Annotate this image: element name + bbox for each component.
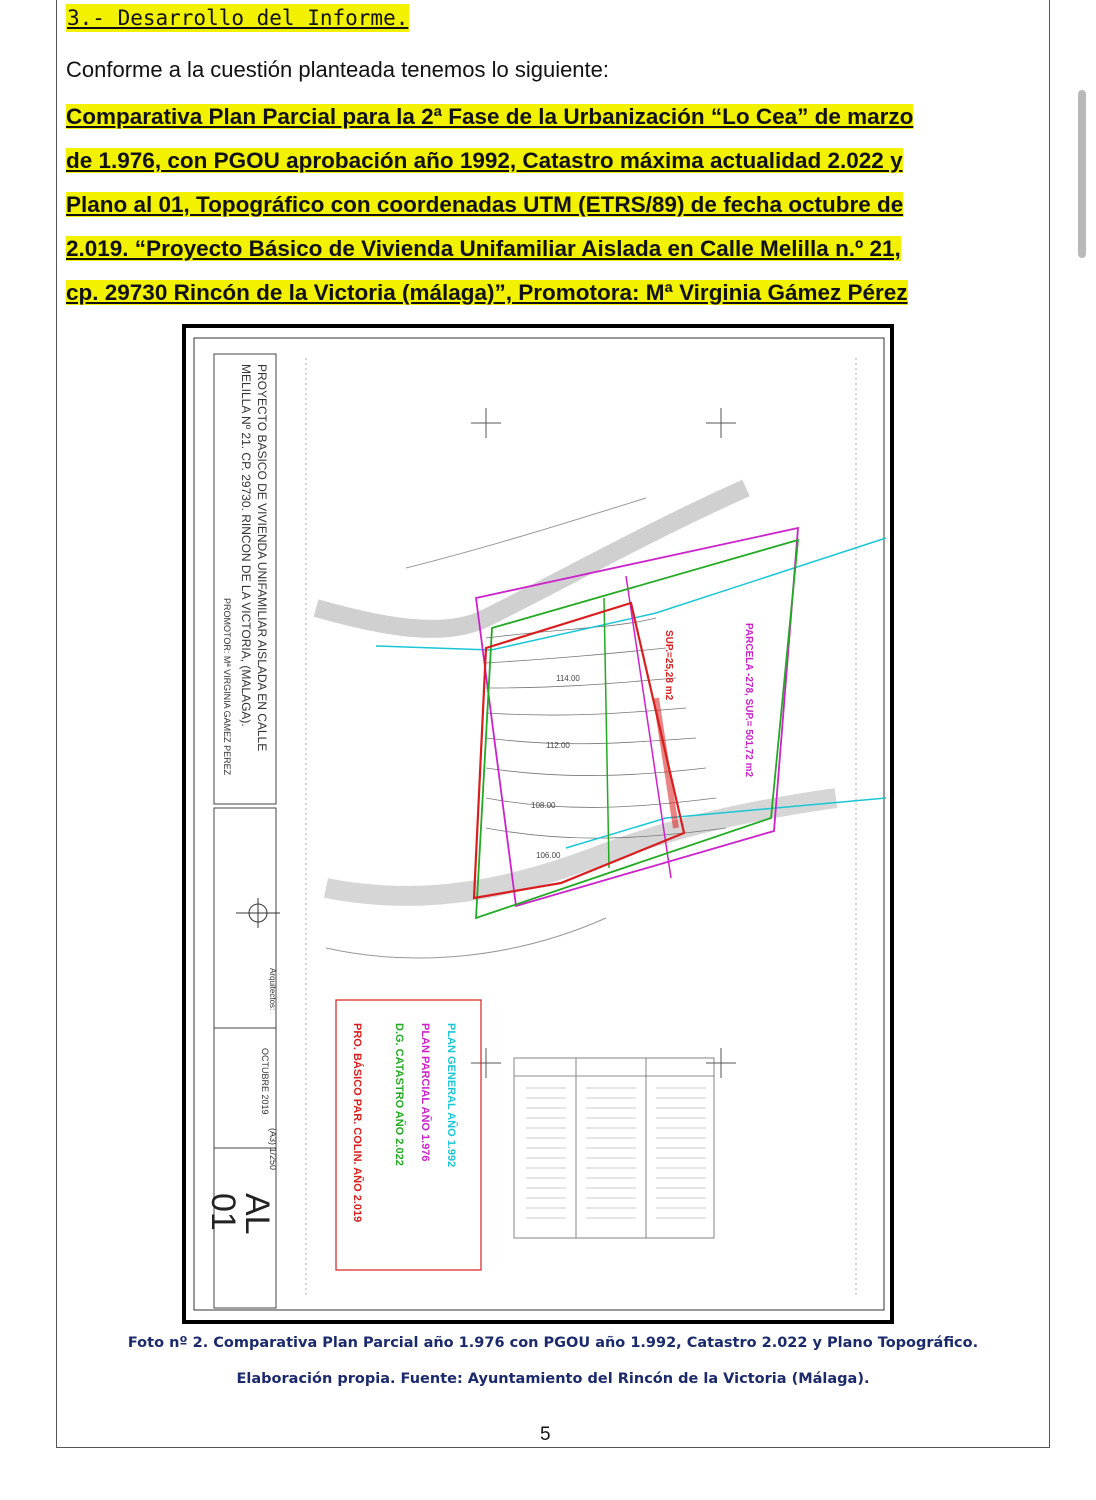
plan-date: OCTUBRE 2019: [260, 1048, 270, 1115]
figure-caption-line1: Foto nº 2. Comparativa Plan Parcial año 1.976 con PGOU año 1.992, Catastro 2.022 y Plano Topográfico.: [127, 1335, 979, 1351]
plan-title-line2: MELILLA Nº 21. CP. 29730. RINCON DE LA VICTORIA, (MALAGA).: [239, 364, 253, 727]
plan-scale: (A3) 1/250: [268, 1128, 278, 1171]
sheet-code: AL: [238, 1193, 276, 1235]
figure-caption-line2: Elaboración propia. Fuente: Ayuntamiento del Rincón de la Victoria (Málaga).: [236, 1371, 870, 1387]
intro-text: Conforme a la cuestión planteada tenemos lo siguiente:: [66, 57, 610, 82]
sheet-number: 01: [204, 1193, 242, 1231]
legend-catastro: D.G. CATASTRO AÑO 2.022: [393, 1023, 405, 1166]
parcel-label: PARCELA -278, SUP.= 501,72 m2: [743, 623, 754, 778]
highlight-line: cp. 29730 Rincón de la Victoria (málaga)”, Promotora: Mª Virginia Gámez Pérez: [66, 280, 908, 305]
coordinates-table-rows: [526, 1088, 706, 1218]
highlighted-paragraph: [66, 95, 1042, 315]
plan-title-line1: PROYECTO BASICO DE VIVIENDA UNIFAMILIAR AISLADA EN CALLE: [255, 364, 269, 752]
highlight-line: Comparativa Plan Parcial para la 2ª Fase de la Urbanización “Lo Cea” de marzo: [66, 104, 914, 129]
site-plan-drawing: [186, 328, 890, 1320]
road-upper: [316, 488, 746, 629]
sup-label: SUP.=25,28 m2: [663, 630, 674, 701]
section-title: 3.- Desarrollo del Informe.: [67, 6, 409, 30]
scrollbar[interactable]: [1078, 90, 1086, 258]
plan-title-line3: PROMOTOR: Mª VIRGINIA GAMEZ PEREZ: [222, 598, 232, 776]
contour-label: 114.00: [556, 674, 580, 683]
page-number: 5: [540, 1424, 551, 1445]
architects-label: Arquitectos:: [268, 968, 277, 1011]
drawing-frame: [194, 338, 884, 1310]
contour-label: 108.00: [531, 801, 556, 810]
north-arrow-icon: [236, 898, 280, 928]
highlight-line: de 1.976, con PGOU aprobación año 1992, Catastro máxima actualidad 2.022 y: [66, 148, 903, 173]
legend-plan-general: PLAN GENERAL AÑO 1.992: [445, 1023, 457, 1168]
legend-plan-parcial: PLAN PARCIAL AÑO 1.976: [419, 1023, 431, 1162]
highlight-line: Plano al 01, Topográfico con coordenadas UTM (ETRS/89) de fecha octubre de: [66, 192, 904, 217]
legend-proyecto: PRO. BÁSICO PAR. COLIN. AÑO 2.019: [351, 1023, 363, 1223]
contour-label: 112.00: [546, 741, 570, 750]
contour-label: 106.00: [536, 851, 561, 860]
road-lower: [326, 798, 836, 896]
highlight-line: 2.019. “Proyecto Básico de Vivienda Unifamiliar Aislada en Calle Melilla n.º 21,: [66, 236, 901, 261]
plan-figure: [182, 324, 894, 1324]
